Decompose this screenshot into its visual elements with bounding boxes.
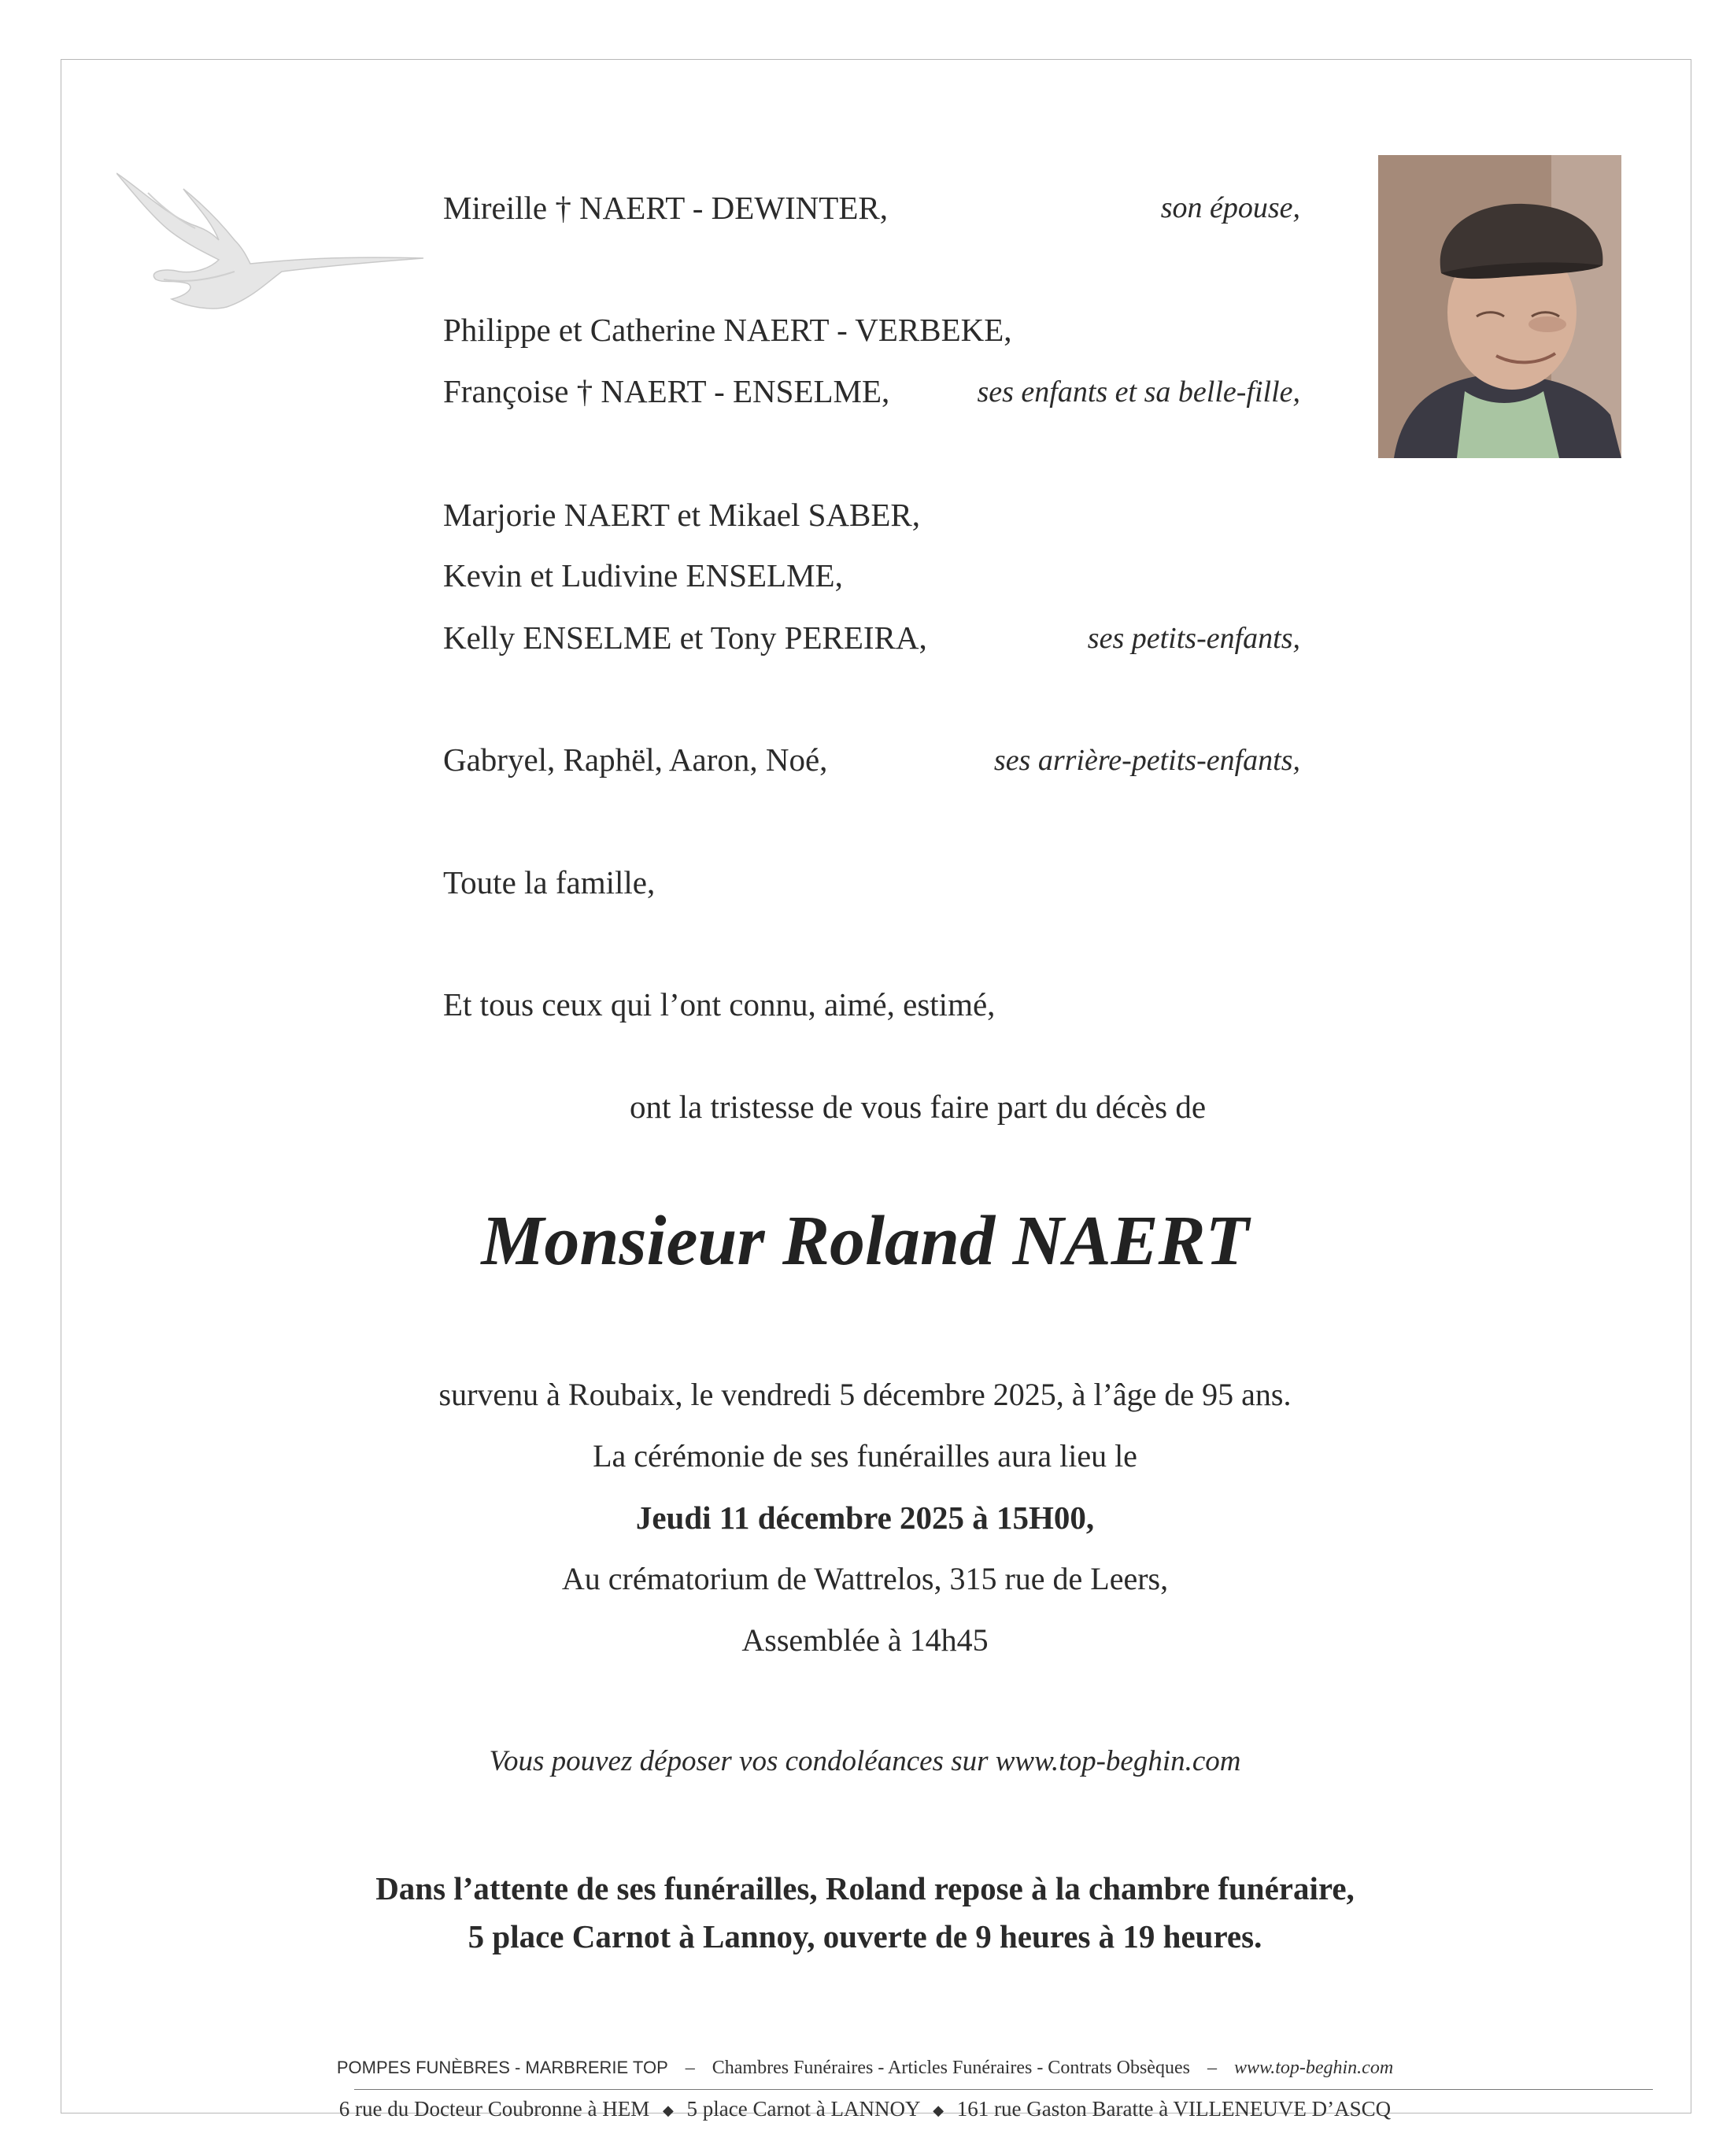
family-relation-3: ses enfants et sa belle-fille, — [977, 375, 1300, 409]
rest-notice-line-2: 5 place Carnot à Lannoy, ouverte de 9 heures à 19 heures. — [468, 1918, 1262, 1954]
family-name-7: Gabryel, Raphël, Aaron, Noé, — [443, 741, 828, 778]
dove-icon — [116, 165, 431, 331]
footer-address-lannoy: 5 place Carnot à LANNOY — [686, 2097, 920, 2121]
footer-separator-2: – — [1207, 2058, 1217, 2078]
footer-services: Chambres Funéraires - Articles Funéraires - Contrats Obsèques — [712, 2058, 1190, 2078]
footer-company: POMPES FUNÈBRES - MARBRERIE TOP — [336, 2058, 668, 2077]
family-relation-6: ses petits-enfants, — [1087, 622, 1300, 655]
ceremony-place: Au crématorium de Wattrelos, 315 rue de Leers, — [561, 1561, 1169, 1596]
family-name-9: Et tous ceux qui l’ont connu, aimé, estimé, — [443, 986, 996, 1023]
family-name-1: Mireille † NAERT - DEWINTER, — [443, 190, 888, 226]
family-relation-7: ses arrière-petits-enfants, — [993, 744, 1300, 777]
family-name-6: Kelly ENSELME et Tony PEREIRA, — [443, 619, 927, 656]
death-details: survenu à Roubaix, le vendredi 5 décembre 2025, à l’âge de 95 ans. — [438, 1377, 1292, 1412]
portrait-photo — [1378, 155, 1621, 458]
diamond-icon: ◆ — [662, 2102, 674, 2119]
footer-divider — [354, 2089, 1653, 2090]
ceremony-intro: La cérémonie de ses funérailles aura lieu le — [593, 1438, 1137, 1474]
assembly-time: Assemblée à 14h45 — [741, 1622, 989, 1658]
condolences-link[interactable]: Vous pouvez déposer vos condoléances sur www.top-beghin.com — [489, 1745, 1241, 1777]
family-relation-1: son épouse, — [1160, 191, 1300, 224]
portrait-icon — [1378, 155, 1621, 458]
footer-website[interactable]: www.top-beghin.com — [1233, 2058, 1394, 2078]
footer-address-hem: 6 rue du Docteur Coubronne à HEM — [338, 2097, 650, 2121]
rest-notice-line-1: Dans l’attente de ses funérailles, Roland repose à la chambre funéraire, — [375, 1870, 1355, 1906]
deceased-name: Monsieur Roland NAERT — [481, 1202, 1249, 1280]
footer-company-line — [0, 2058, 1730, 2079]
diamond-icon: ◆ — [933, 2102, 944, 2119]
footer-separator-1: – — [685, 2058, 695, 2078]
family-name-2: Philippe et Catherine NAERT - VERBEKE, — [443, 312, 1012, 348]
family-name-8: Toute la famille, — [443, 864, 656, 900]
ceremony-date: Jeudi 11 décembre 2025 à 15H00, — [635, 1500, 1095, 1536]
announcement-text: ont la tristesse de vous faire part du décès de — [630, 1089, 1207, 1125]
family-name-3: Françoise † NAERT - ENSELME, — [443, 373, 890, 409]
family-name-4: Marjorie NAERT et Mikael SABER, — [443, 497, 921, 533]
footer-address-villeneuve: 161 rue Gaston Baratte à VILLENEUVE D’ASCQ — [956, 2097, 1392, 2121]
footer-addresses — [0, 2097, 1730, 2121]
family-name-5: Kevin et Ludivine ENSELME, — [443, 557, 843, 594]
